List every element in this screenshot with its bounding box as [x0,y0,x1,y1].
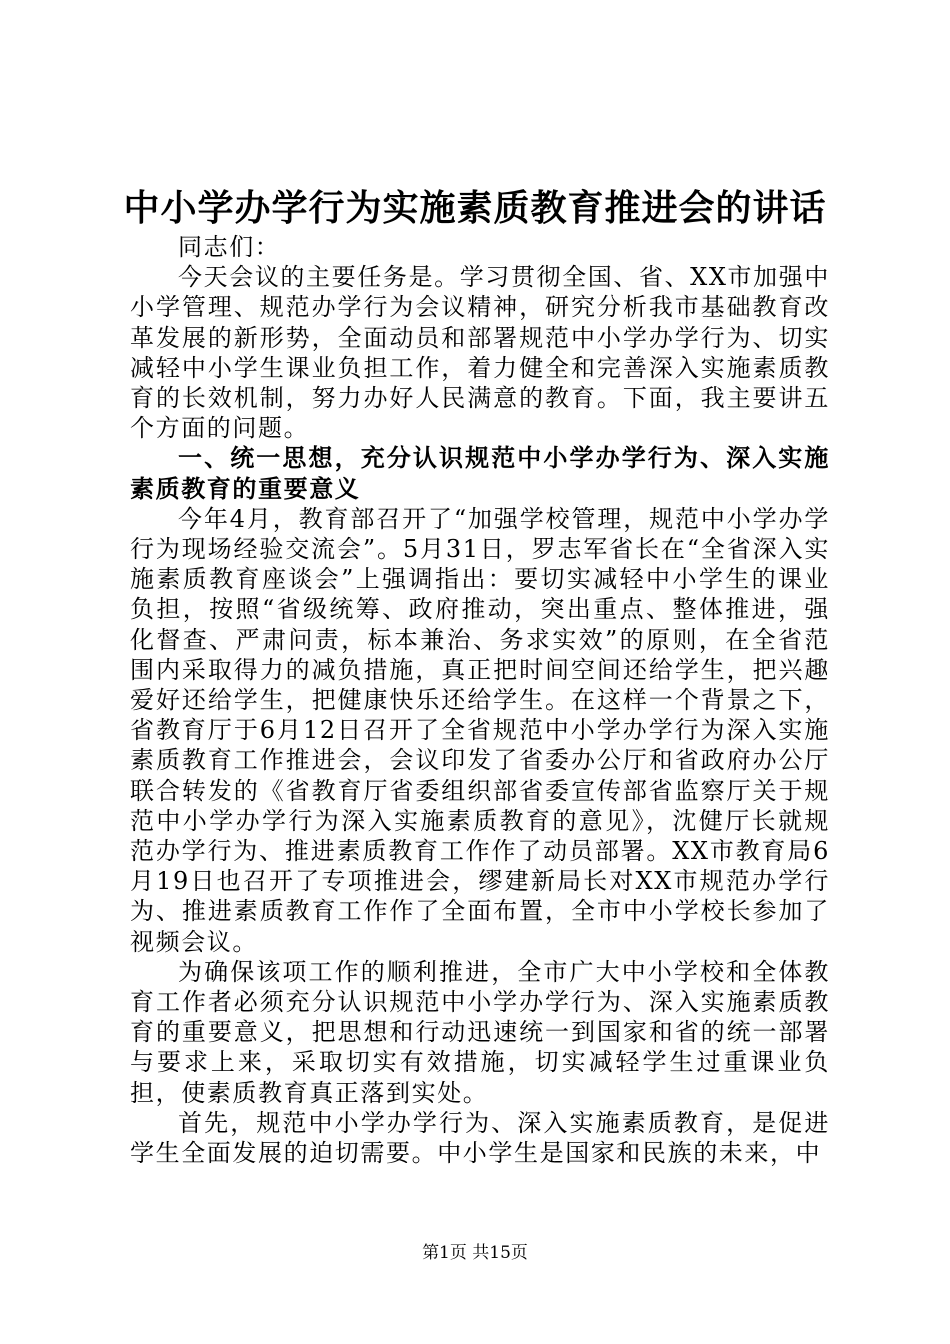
salutation-paragraph: 同志们： [178,233,281,261]
section-heading: 一、统一思想，充分认识规范中小学办学行为、深入实施素质教育的重要意义 [130,443,830,503]
body-paragraph: 为确保该项工作的顺利推进，全市广大中小学校和全体教育工作者必须充分认识规范中小学办学行为、深入实施素质教育的重要意义，把思想和行动迅速统一到国家和省的统一部署与要求上来，采取切实有效措施，切实减轻学生过重课业负担，使素质教育真正落到实处。 [130,957,830,1107]
document-title: 中小学办学行为实施素质教育推进会的讲话 [123,187,827,229]
body-paragraph: 首先，规范中小学办学行为、深入实施素质教育，是促进学生全面发展的迫切需要。中小学生是国家和民族的未来，中 [130,1108,830,1168]
intro-paragraph: 今天会议的主要任务是。学习贯彻全国、省、XX市加强中小学管理、规范办学行为会议精神，研究分析我市基础教育改革发展的新形势，全面动员和部署规范中小学办学行为、切实减轻中小学生课业负担工作，着力健全和完善深入实施素质教育的长效机制，努力办好人民满意的教育。下面，我主要讲五个方面的问题。 [130,263,830,443]
document-body [130,232,830,1168]
page-number-footer: 第1页 共15页 [422,1243,528,1263]
body-paragraph: 今年4月，教育部召开了“加强学校管理，规范中小学办学行为现场经验交流会”。5月31日，罗志军省长在“全省深入实施素质教育座谈会”上强调指出：要切实减轻中小学生的课业负担，按照“省级统筹、政府推动，突出重点、整体推进，强化督查、严肃问责，标本兼治、务求实效”的原则，在全省范围内采取得力的减负措施，真正把时间空间还给学生，把兴趣爱好还给学生，把健康快乐还给学生。在这样一个背景之下，省教育厅于6月12日召开了全省规范中小学办学行为深入实施素质教育工作推进会，会议印发了省委办公厅和省政府办公厅联合转发的《省教育厅省委组织部省委宣传部省监察厅关于规范中小学办学行为深入实施素质教育的意见》，沈健厅长就规范办学行为、推进素质教育工作作了动员部署。XX市教育局6月19日也召开了专项推进会，缪建新局长对XX市规范办学行为、推进素质教育工作作了全面布置，全市中小学校长参加了视频会议。 [130,504,830,956]
